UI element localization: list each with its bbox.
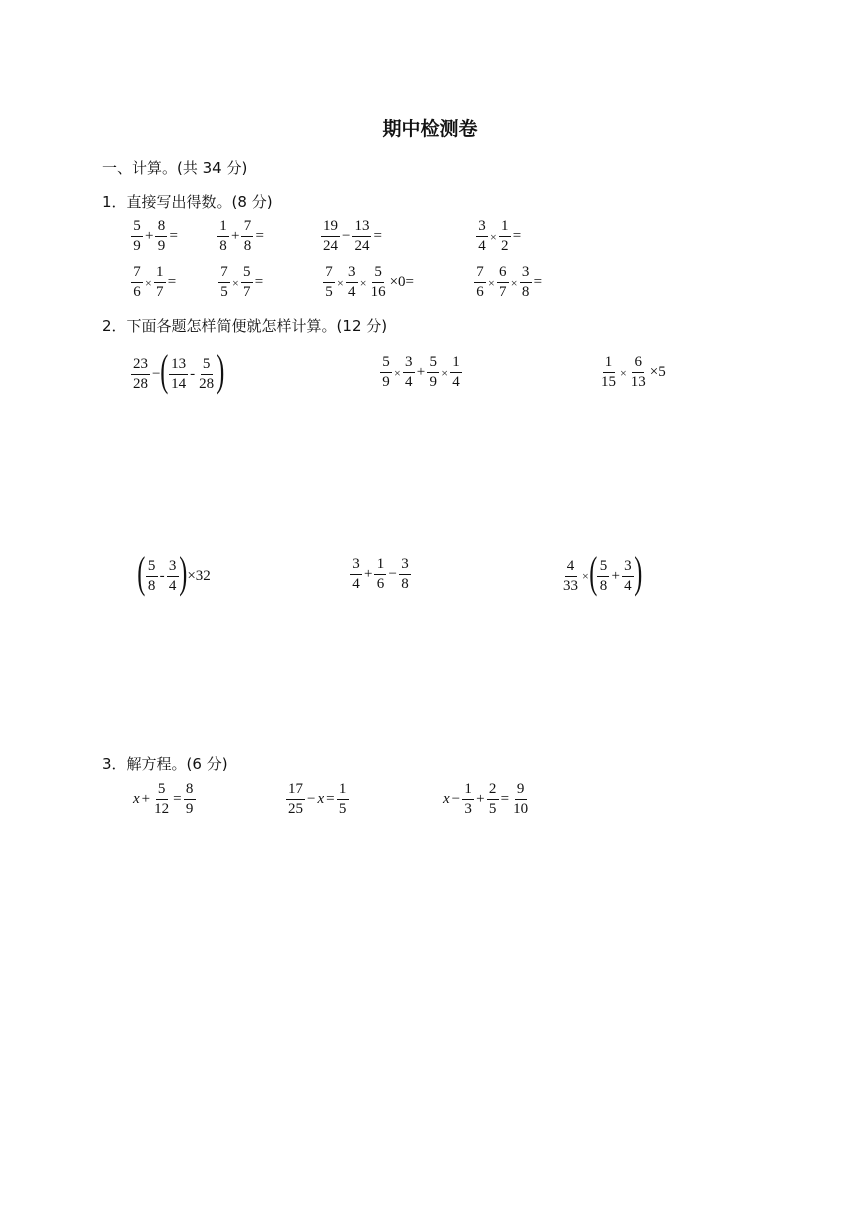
q2-problem-3	[598, 355, 667, 390]
denominator: 9	[185, 801, 194, 817]
denominator: 8	[147, 577, 156, 594]
numerator: 7	[474, 265, 486, 283]
numerator: 5	[241, 265, 253, 283]
fraction	[597, 559, 609, 594]
equals-sign: =	[533, 274, 543, 290]
denominator: 5	[488, 801, 497, 817]
operator: -	[190, 365, 196, 382]
numerator: 7	[218, 265, 230, 283]
fraction	[241, 219, 253, 254]
numerator: 1	[374, 557, 386, 575]
denominator: 15	[601, 374, 616, 390]
equals-sign: =	[512, 228, 522, 244]
expression-tail: ×5	[649, 364, 666, 380]
question-2-heading: 2．下面各题怎样简便就怎样计算。(12 分)	[102, 317, 388, 335]
equals-sign: =	[173, 791, 182, 807]
numerator: 8	[184, 782, 196, 800]
variable: x	[317, 791, 325, 807]
numerator: 6	[632, 355, 644, 373]
denominator: 6	[476, 284, 484, 300]
numerator: 1	[217, 219, 229, 237]
numerator: 5	[427, 355, 439, 373]
operator: +	[476, 791, 485, 807]
right-parenthesis: )	[178, 548, 188, 597]
denominator: 4	[478, 238, 486, 254]
numerator: 9	[515, 782, 527, 800]
operator: ×	[145, 275, 152, 290]
operator: ×	[232, 275, 239, 290]
numerator: 3	[167, 559, 179, 577]
q3-equation-1	[132, 782, 197, 817]
denominator: 8	[243, 238, 252, 254]
operator: +	[231, 228, 240, 244]
numerator: 1	[337, 782, 349, 800]
right-parenthesis: )	[216, 346, 225, 395]
operator: ×	[490, 229, 497, 244]
numerator: 7	[241, 219, 253, 237]
q1-item-5	[130, 265, 177, 300]
fraction	[131, 357, 150, 392]
numerator: 1	[462, 782, 474, 800]
operator: −	[152, 365, 161, 382]
q1-item-7	[322, 265, 415, 300]
fraction	[154, 265, 166, 300]
q1-item-1	[130, 219, 179, 254]
denominator: 13	[630, 374, 646, 390]
operator: ×	[441, 365, 449, 380]
fraction	[427, 355, 439, 390]
fraction	[131, 265, 143, 300]
numerator: 13	[169, 357, 188, 375]
equals-sign: =	[373, 228, 382, 244]
fraction	[241, 265, 253, 300]
denominator: 9	[157, 238, 166, 254]
denominator: 24	[323, 238, 338, 254]
numerator: 2	[487, 782, 499, 800]
denominator: 33	[563, 577, 578, 594]
section-heading: 一、计算。(共 34 分)	[102, 159, 248, 177]
q2-problem-2	[379, 355, 463, 390]
numerator: 23	[131, 357, 150, 375]
q3-equation-3	[442, 782, 531, 817]
operator: −	[451, 791, 461, 807]
numerator: 1	[603, 355, 615, 373]
operator: ×	[359, 275, 367, 290]
denominator: 12	[154, 801, 170, 817]
numerator: 19	[321, 219, 340, 237]
operator: ×	[394, 365, 401, 380]
denominator: 6	[133, 284, 141, 300]
numerator: 5	[146, 559, 158, 577]
fraction	[184, 782, 196, 817]
operator: ×	[510, 275, 518, 290]
operator: ×	[582, 569, 589, 583]
denominator: 7	[156, 284, 164, 300]
denominator: 5	[220, 284, 228, 300]
fraction	[462, 782, 474, 817]
operator: ×	[337, 275, 344, 290]
fraction	[629, 355, 648, 390]
denominator: 16	[370, 284, 386, 300]
numerator: 3	[346, 265, 358, 283]
denominator: 8	[401, 576, 409, 592]
denominator: 5	[325, 284, 333, 300]
fraction	[450, 355, 462, 390]
right-parenthesis: )	[634, 548, 643, 597]
numerator: 3	[399, 557, 411, 575]
equals-sign: =	[326, 791, 335, 807]
numerator: 3	[403, 355, 415, 373]
numerator: 1	[154, 265, 166, 283]
q1-item-6	[217, 265, 264, 300]
operator: +	[145, 228, 154, 244]
denominator: 8	[521, 284, 530, 300]
fraction	[146, 559, 158, 594]
q3-equation-2	[285, 782, 350, 817]
fraction	[476, 219, 488, 254]
numerator: 7	[131, 265, 143, 283]
numerator: 17	[286, 782, 305, 800]
fraction	[403, 355, 415, 390]
denominator: 10	[513, 801, 529, 817]
fraction	[321, 219, 340, 254]
numerator: 3	[520, 265, 532, 283]
denominator: 14	[171, 375, 187, 392]
fraction	[380, 355, 392, 390]
denominator: 7	[243, 284, 251, 300]
question-3-heading: 3．解方程。(6 分)	[102, 755, 228, 773]
equals-sign: =	[254, 274, 264, 290]
q2-problem-1	[130, 346, 225, 396]
denominator: 24	[354, 238, 370, 254]
fraction	[474, 265, 486, 300]
fraction	[346, 265, 358, 300]
fraction	[369, 265, 388, 300]
denominator: 8	[219, 238, 227, 254]
denominator: 7	[499, 284, 507, 300]
denominator: 4	[405, 374, 413, 390]
q1-item-4	[475, 219, 522, 254]
fraction	[622, 559, 634, 594]
page-title: 期中检测卷	[382, 118, 478, 140]
fraction	[561, 559, 580, 594]
denominator: 4	[452, 374, 460, 390]
equals-sign: =	[500, 791, 510, 807]
fraction	[520, 265, 532, 300]
denominator: 8	[599, 577, 608, 594]
denominator: 28	[199, 375, 215, 392]
fraction	[197, 357, 216, 392]
fraction	[169, 357, 188, 392]
denominator: 9	[382, 374, 390, 390]
q2-problem-5	[349, 557, 412, 592]
fraction	[374, 557, 386, 592]
numerator: 5	[597, 559, 609, 577]
numerator: 5	[156, 782, 168, 800]
left-parenthesis: (	[589, 548, 598, 597]
denominator: 4	[348, 284, 356, 300]
numerator: 5	[372, 265, 384, 283]
numerator: 4	[565, 559, 577, 577]
operator: +	[416, 364, 426, 380]
variable: x	[443, 791, 450, 807]
denominator: 5	[338, 801, 347, 817]
numerator: 5	[131, 219, 143, 237]
left-parenthesis: (	[160, 346, 169, 395]
left-parenthesis: (	[137, 548, 146, 597]
fraction	[218, 265, 230, 300]
denominator: 2	[501, 238, 509, 254]
denominator: 25	[288, 801, 303, 817]
operator: ×	[620, 365, 627, 380]
fraction	[337, 782, 349, 817]
fraction	[167, 559, 179, 594]
fraction	[487, 782, 499, 817]
numerator: 13	[352, 219, 371, 237]
numerator: 5	[201, 357, 213, 375]
operator: −	[307, 791, 316, 807]
q2-problem-4	[137, 548, 212, 598]
operator: −	[388, 566, 397, 582]
fraction	[217, 219, 229, 254]
fraction	[152, 782, 171, 817]
numerator: 6	[497, 265, 509, 283]
fraction	[352, 219, 371, 254]
variable: x	[133, 791, 140, 807]
numerator: 1	[450, 355, 462, 373]
fraction	[155, 219, 167, 254]
equals-sign: =	[255, 228, 264, 244]
numerator: 8	[155, 219, 167, 237]
numerator: 3	[476, 219, 488, 237]
q1-item-2	[216, 219, 265, 254]
operator: −	[342, 228, 351, 244]
question-1-heading: 1．直接写出得数。(8 分)	[102, 193, 273, 211]
numerator: 7	[323, 265, 335, 283]
operator: +	[141, 791, 151, 807]
fraction	[323, 265, 335, 300]
q2-problem-6	[560, 548, 643, 598]
numerator: 3	[622, 559, 634, 577]
fraction	[497, 265, 509, 300]
fraction	[350, 557, 362, 592]
denominator: 4	[624, 577, 632, 594]
operator: ×	[488, 275, 495, 290]
denominator: 4	[352, 576, 360, 592]
equals-sign: =	[169, 228, 178, 244]
operator: +	[611, 567, 620, 584]
fraction	[286, 782, 305, 817]
fraction	[499, 219, 511, 254]
fraction	[131, 219, 143, 254]
q1-item-3	[320, 219, 383, 254]
denominator: 9	[133, 238, 141, 254]
denominator: 28	[133, 375, 148, 392]
fraction	[511, 782, 530, 817]
operator: +	[364, 566, 373, 582]
expression-tail: ×0=	[389, 274, 414, 290]
denominator: 4	[168, 577, 177, 594]
operator: -	[159, 567, 165, 584]
numerator: 3	[350, 557, 362, 575]
denominator: 9	[429, 374, 437, 390]
denominator: 3	[464, 801, 472, 817]
fraction	[599, 355, 618, 390]
fraction	[399, 557, 411, 592]
numerator: 1	[499, 219, 511, 237]
expression-tail: ×32	[187, 567, 211, 584]
numerator: 5	[380, 355, 392, 373]
q1-item-8	[473, 265, 543, 300]
denominator: 6	[376, 576, 385, 592]
equals-sign: =	[167, 274, 177, 290]
